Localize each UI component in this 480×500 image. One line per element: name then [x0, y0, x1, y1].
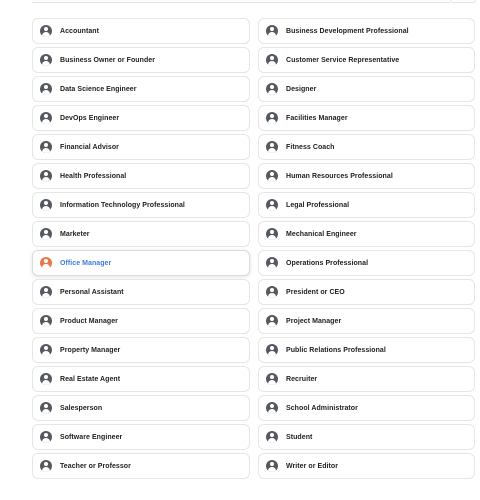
- role-option-label: Customer Service Representative: [286, 56, 400, 64]
- role-option-label: Health Professional: [60, 172, 127, 180]
- role-option-label: Fitness Coach: [286, 143, 335, 151]
- role-option-public-relations-professional[interactable]: [258, 337, 475, 363]
- role-option-label: Personal Assistant: [60, 288, 124, 296]
- role-option-label: Product Manager: [60, 317, 118, 325]
- role-option-real-estate-agent[interactable]: [32, 366, 250, 392]
- role-option-customer-service-representative[interactable]: [258, 47, 475, 73]
- role-option-label: Business Owner or Founder: [60, 56, 155, 64]
- role-option-label: Human Resources Professional: [286, 172, 393, 180]
- role-option-label: Teacher or Professor: [60, 462, 131, 470]
- role-option-accountant[interactable]: [32, 18, 250, 44]
- role-option-label: DevOps Engineer: [60, 114, 120, 122]
- role-option-label: Financial Advisor: [60, 143, 119, 151]
- role-option-data-science-engineer[interactable]: [32, 76, 250, 102]
- user-avatar-icon: [266, 286, 278, 298]
- role-option-teacher-or-professor[interactable]: [32, 453, 250, 479]
- role-option-health-professional[interactable]: [32, 163, 250, 189]
- role-option-product-manager[interactable]: [32, 308, 250, 334]
- user-avatar-icon: [40, 344, 52, 356]
- role-option-label: Student: [286, 433, 313, 441]
- role-option-writer-or-editor[interactable]: [258, 453, 475, 479]
- role-option-label: School Administrator: [286, 404, 358, 412]
- role-option-human-resources-professional[interactable]: [258, 163, 475, 189]
- user-avatar-icon: [266, 460, 278, 472]
- role-option-designer[interactable]: [258, 76, 475, 102]
- role-option-label: Project Manager: [286, 317, 342, 325]
- user-avatar-icon: [40, 315, 52, 327]
- user-avatar-icon: [40, 402, 52, 414]
- previous-button-edge: [450, 0, 476, 3]
- user-avatar-icon: [40, 141, 52, 153]
- user-avatar-icon: [266, 315, 278, 327]
- role-option-label: Writer or Editor: [286, 462, 339, 470]
- user-avatar-icon: [40, 199, 52, 211]
- role-option-office-manager[interactable]: [32, 250, 250, 276]
- user-avatar-icon: [266, 141, 278, 153]
- role-option-fitness-coach[interactable]: [258, 134, 475, 160]
- role-option-information-technology-professional[interactable]: [32, 192, 250, 218]
- user-avatar-icon: [40, 83, 52, 95]
- user-avatar-icon: [40, 431, 52, 443]
- role-option-label: Accountant: [60, 27, 99, 35]
- role-option-label: Data Science Engineer: [60, 85, 137, 93]
- role-option-software-engineer[interactable]: [32, 424, 250, 450]
- user-avatar-icon: [266, 199, 278, 211]
- role-option-label: Software Engineer: [60, 433, 123, 441]
- user-avatar-icon: [266, 373, 278, 385]
- role-option-label: Property Manager: [60, 346, 121, 354]
- role-option-devops-engineer[interactable]: [32, 105, 250, 131]
- user-avatar-icon: [266, 170, 278, 182]
- role-option-label: Legal Professional: [286, 201, 350, 209]
- role-option-student[interactable]: [258, 424, 475, 450]
- user-avatar-icon: [266, 112, 278, 124]
- user-avatar-icon: [266, 257, 278, 269]
- role-options-grid: [32, 18, 475, 479]
- user-avatar-icon: [40, 286, 52, 298]
- user-avatar-icon: [266, 83, 278, 95]
- role-option-business-development-professional[interactable]: [258, 18, 475, 44]
- user-avatar-icon: [40, 257, 52, 269]
- role-option-mechanical-engineer[interactable]: [258, 221, 475, 247]
- role-option-project-manager[interactable]: [258, 308, 475, 334]
- user-avatar-icon: [266, 228, 278, 240]
- role-option-label: Real Estate Agent: [60, 375, 121, 383]
- role-option-label: Business Development Professional: [286, 27, 409, 35]
- user-avatar-icon: [266, 431, 278, 443]
- role-option-label: Salesperson: [60, 404, 103, 412]
- role-option-label: Operations Professional: [286, 259, 369, 267]
- user-avatar-icon: [40, 54, 52, 66]
- role-option-salesperson[interactable]: [32, 395, 250, 421]
- role-option-label: Marketer: [60, 230, 90, 238]
- user-avatar-icon: [266, 402, 278, 414]
- role-option-label: Office Manager: [60, 259, 112, 267]
- user-avatar-icon: [40, 170, 52, 182]
- user-avatar-icon: [266, 54, 278, 66]
- user-avatar-icon: [266, 25, 278, 37]
- role-option-label: Information Technology Professional: [60, 201, 185, 209]
- role-option-property-manager[interactable]: [32, 337, 250, 363]
- role-option-financial-advisor[interactable]: [32, 134, 250, 160]
- role-option-label: Recruiter: [286, 375, 318, 383]
- user-avatar-icon: [40, 25, 52, 37]
- role-option-recruiter[interactable]: [258, 366, 475, 392]
- role-option-facilities-manager[interactable]: [258, 105, 475, 131]
- user-avatar-icon: [40, 112, 52, 124]
- role-option-label: Facilities Manager: [286, 114, 348, 122]
- role-option-label: Designer: [286, 85, 317, 93]
- role-option-legal-professional[interactable]: [258, 192, 475, 218]
- role-option-label: Mechanical Engineer: [286, 230, 357, 238]
- user-avatar-icon: [266, 344, 278, 356]
- user-avatar-icon: [40, 373, 52, 385]
- role-option-label: President or CEO: [286, 288, 345, 296]
- role-option-operations-professional[interactable]: [258, 250, 475, 276]
- user-avatar-icon: [40, 228, 52, 240]
- role-option-marketer[interactable]: [32, 221, 250, 247]
- role-option-school-administrator[interactable]: [258, 395, 475, 421]
- role-option-personal-assistant[interactable]: [32, 279, 250, 305]
- role-option-president-or-ceo[interactable]: [258, 279, 475, 305]
- role-option-label: Public Relations Professional: [286, 346, 386, 354]
- role-option-business-owner-or-founder[interactable]: [32, 47, 250, 73]
- user-avatar-icon: [40, 460, 52, 472]
- previous-element-edge: [32, 0, 450, 3]
